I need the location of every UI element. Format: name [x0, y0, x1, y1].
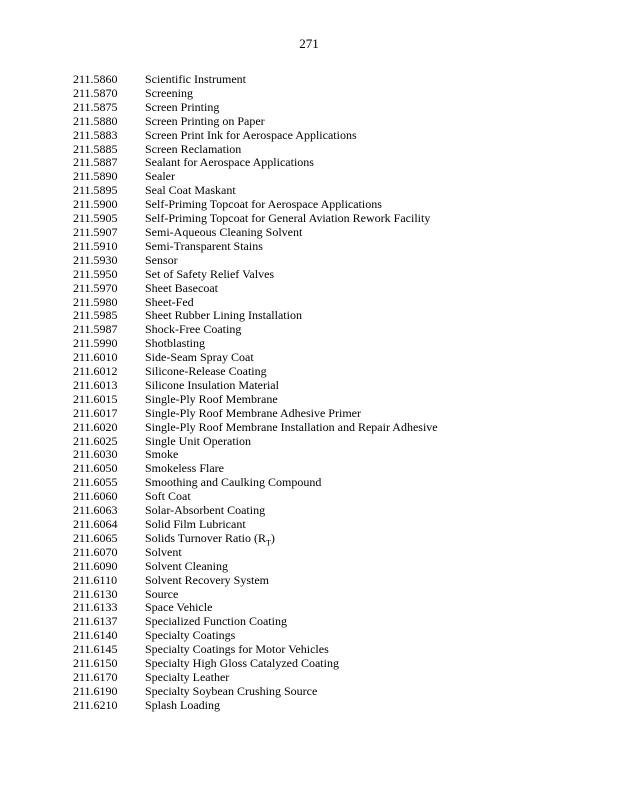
list-item — [0, 240, 618, 254]
defined-term — [145, 699, 220, 713]
list-item — [0, 254, 618, 268]
defined-term — [145, 601, 212, 615]
defined-term-text: Smokeless Flare — [145, 461, 224, 476]
section-number: 211.6020 — [73, 419, 118, 434]
defined-term — [145, 615, 287, 629]
defined-term-text: Sealer — [145, 169, 175, 184]
defined-term-text: Solvent Cleaning — [145, 558, 228, 573]
defined-term-text: Set of Safety Relief Valves — [145, 266, 275, 281]
defined-term — [145, 435, 251, 449]
list-item — [0, 588, 618, 602]
defined-term-text: Specialized Function Coating — [145, 614, 287, 629]
list-item — [0, 560, 618, 574]
section-number: 211.6133 — [73, 600, 118, 615]
defined-term-text: Screen Printing — [145, 99, 220, 114]
defined-term — [145, 226, 302, 240]
list-item — [0, 685, 618, 699]
defined-term-text: Screen Reclamation — [145, 141, 242, 156]
defined-term — [145, 184, 236, 198]
defined-term — [145, 282, 218, 296]
list-item — [0, 170, 618, 184]
section-number: 211.5895 — [73, 183, 118, 198]
section-number: 211.6130 — [73, 586, 118, 601]
defined-term-text: Sensor — [145, 252, 178, 267]
defined-term — [145, 309, 302, 323]
section-number: 211.6050 — [73, 461, 118, 476]
defined-term — [145, 504, 265, 518]
defined-term-text: Shotblasting — [145, 336, 206, 351]
section-number: 211.6012 — [73, 364, 118, 379]
list-item — [0, 351, 618, 365]
defined-term — [145, 560, 228, 574]
list-item — [0, 435, 618, 449]
defined-term-text: Single Unit Operation — [145, 433, 251, 448]
defined-term-text: Semi-Transparent Stains — [145, 238, 263, 253]
section-number: 211.5980 — [73, 294, 118, 309]
defined-term-text: Silicone-Release Coating — [145, 364, 267, 379]
defined-term — [145, 574, 269, 588]
defined-term-text: Soft Coat — [145, 489, 191, 504]
list-item — [0, 198, 618, 212]
list-item — [0, 323, 618, 337]
list-item — [0, 296, 618, 310]
defined-term — [145, 546, 182, 560]
defined-term — [145, 657, 339, 671]
defined-term — [145, 296, 194, 310]
defined-term-text: Specialty Leather — [145, 669, 230, 684]
list-item — [0, 212, 618, 226]
list-item — [0, 448, 618, 462]
list-item — [0, 379, 618, 393]
list-item — [0, 574, 618, 588]
section-number: 211.6150 — [73, 656, 118, 671]
defined-term — [145, 143, 241, 157]
defined-term-text: Shock-Free Coating — [145, 322, 242, 337]
defined-term-text: Specialty Soybean Crushing Source — [145, 683, 318, 698]
list-item — [0, 393, 618, 407]
list-item — [0, 476, 618, 490]
list-item — [0, 699, 618, 713]
defined-term-text: Solar-Absorbent Coating — [145, 503, 266, 518]
defined-term-text: Semi-Aqueous Cleaning Solvent — [145, 224, 303, 239]
list-item — [0, 309, 618, 323]
defined-term — [145, 365, 267, 379]
section-number: 211.6170 — [73, 669, 118, 684]
defined-term-text: Screening — [145, 85, 193, 100]
defined-term — [145, 156, 314, 170]
defined-term-text: Self-Priming Topcoat for General Aviation Rework Facility — [145, 211, 431, 226]
list-item — [0, 407, 618, 421]
defined-term — [145, 351, 254, 365]
term-suffix: ) — [270, 530, 275, 545]
defined-term-text: Space Vehicle — [145, 600, 213, 615]
section-number: 211.5985 — [73, 308, 118, 323]
list-item — [0, 365, 618, 379]
defined-term — [145, 518, 246, 532]
defined-term-text: Side-Seam Spray Coat — [145, 350, 254, 365]
defined-term-text: Single-Ply Roof Membrane — [145, 391, 278, 406]
defined-term — [145, 115, 265, 129]
defined-term — [145, 685, 317, 699]
term-subscript: T — [266, 538, 271, 548]
defined-term-text: Smoke — [145, 447, 179, 462]
defined-term-text: Source — [145, 586, 179, 601]
defined-term — [145, 643, 329, 657]
section-number: 211.6015 — [73, 391, 118, 406]
defined-term-text: Sheet Rubber Lining Installation — [145, 308, 302, 323]
section-number: 211.6010 — [73, 350, 118, 365]
defined-term-text: Silicone Insulation Material — [145, 377, 279, 392]
section-number: 211.6090 — [73, 558, 118, 573]
defined-term — [145, 254, 178, 268]
list-item — [0, 337, 618, 351]
section-number: 211.6063 — [73, 503, 118, 518]
section-number: 211.6070 — [73, 544, 118, 559]
defined-term — [145, 268, 274, 282]
list-item — [0, 629, 618, 643]
section-number: 211.5930 — [73, 252, 118, 267]
list-item — [0, 282, 618, 296]
defined-term — [145, 87, 193, 101]
list-item — [0, 184, 618, 198]
list-item — [0, 268, 618, 282]
section-number: 211.6017 — [73, 405, 118, 420]
list-item — [0, 671, 618, 685]
defined-term — [145, 393, 278, 407]
list-item — [0, 532, 618, 546]
defined-term — [145, 448, 178, 462]
list-item — [0, 615, 618, 629]
list-item — [0, 87, 618, 101]
section-number: 211.5910 — [73, 238, 118, 253]
defined-term-text: Specialty Coatings — [145, 628, 236, 643]
section-number: 211.6140 — [73, 628, 118, 643]
defined-term — [145, 198, 382, 212]
defined-term-text: Solvent — [145, 544, 182, 559]
defined-term-text: Smoothing and Caulking Compound — [145, 475, 322, 490]
defined-term — [145, 407, 361, 421]
defined-term-text: Sheet-Fed — [145, 294, 194, 309]
list-item — [0, 643, 618, 657]
list-item — [0, 462, 618, 476]
section-number: 211.5885 — [73, 141, 118, 156]
section-number: 211.5900 — [73, 197, 118, 212]
defined-term-text: Screen Print Ink for Aerospace Applications — [145, 127, 357, 142]
section-number: 211.5880 — [73, 113, 118, 128]
defined-term — [145, 421, 438, 435]
defined-term-text: Specialty High Gloss Catalyzed Coating — [145, 656, 339, 671]
list-item — [0, 421, 618, 435]
list-item — [0, 115, 618, 129]
section-number: 211.6145 — [73, 642, 118, 657]
defined-term — [145, 129, 357, 143]
defined-term-text: Self-Priming Topcoat for Aerospace Applications — [145, 197, 382, 212]
section-number: 211.5875 — [73, 99, 118, 114]
list-item — [0, 73, 618, 87]
defined-term-text: Specialty Coatings for Motor Vehicles — [145, 642, 329, 657]
defined-term-text: Single-Ply Roof Membrane Installation and Repair Adhesive — [145, 419, 438, 434]
definitions-list — [0, 73, 618, 713]
section-number: 211.5870 — [73, 85, 118, 100]
list-item — [0, 101, 618, 115]
list-item — [0, 601, 618, 615]
defined-term-text: Sheet Basecoat — [145, 280, 218, 295]
defined-term — [145, 462, 224, 476]
list-item — [0, 518, 618, 532]
section-number: 211.5990 — [73, 336, 118, 351]
list-item — [0, 657, 618, 671]
defined-term-text: Seal Coat Maskant — [145, 183, 236, 198]
section-number: 211.5905 — [73, 211, 118, 226]
section-number: 211.6055 — [73, 475, 118, 490]
section-number: 211.5950 — [73, 266, 118, 281]
section-number: 211.5887 — [73, 155, 118, 170]
section-number: 211.5883 — [73, 127, 118, 142]
defined-term — [145, 490, 191, 504]
section-number: 211.6210 — [73, 697, 118, 712]
section-number: 211.6110 — [73, 572, 118, 587]
section-number: 211.6030 — [73, 447, 118, 462]
defined-term-text: Single-Ply Roof Membrane Adhesive Primer — [145, 405, 361, 420]
page-number: 271 — [299, 36, 319, 51]
section-number: 211.5890 — [73, 169, 118, 184]
defined-term — [145, 671, 229, 685]
defined-term — [145, 379, 279, 393]
section-number: 211.5860 — [73, 72, 118, 86]
section-number: 211.5907 — [73, 224, 118, 239]
section-number: 211.6064 — [73, 517, 118, 531]
list-item — [0, 490, 618, 504]
section-number: 211.6137 — [73, 614, 118, 629]
defined-term-text: Scientific Instrument — [145, 72, 246, 86]
defined-term — [145, 240, 263, 254]
section-number: 211.6025 — [73, 433, 118, 448]
section-number: 211.6065 — [73, 530, 118, 545]
defined-term-text: Solid Film Lubricant — [145, 517, 246, 531]
defined-term — [145, 629, 235, 643]
defined-term — [145, 588, 178, 602]
section-number: 211.5987 — [73, 322, 118, 337]
defined-term — [145, 476, 321, 490]
list-item — [0, 129, 618, 143]
list-item — [0, 546, 618, 560]
defined-term — [145, 337, 205, 351]
defined-term-text: Splash Loading — [145, 697, 220, 712]
defined-term-text: Solids Turnover Ratio (R — [145, 530, 267, 545]
list-item — [0, 143, 618, 157]
defined-term — [145, 101, 219, 115]
defined-term-text: Solvent Recovery System — [145, 572, 269, 587]
defined-term — [145, 73, 246, 87]
list-item — [0, 156, 618, 170]
defined-term — [145, 323, 241, 337]
defined-term-text: Screen Printing on Paper — [145, 113, 265, 128]
defined-term — [145, 212, 430, 226]
list-item — [0, 226, 618, 240]
section-number: 211.6060 — [73, 489, 118, 504]
section-number: 211.6190 — [73, 683, 118, 698]
section-number: 211.6013 — [73, 377, 118, 392]
defined-term-text: Sealant for Aerospace Applications — [145, 155, 314, 170]
section-number: 211.5970 — [73, 280, 118, 295]
defined-term — [145, 170, 175, 184]
list-item — [0, 504, 618, 518]
